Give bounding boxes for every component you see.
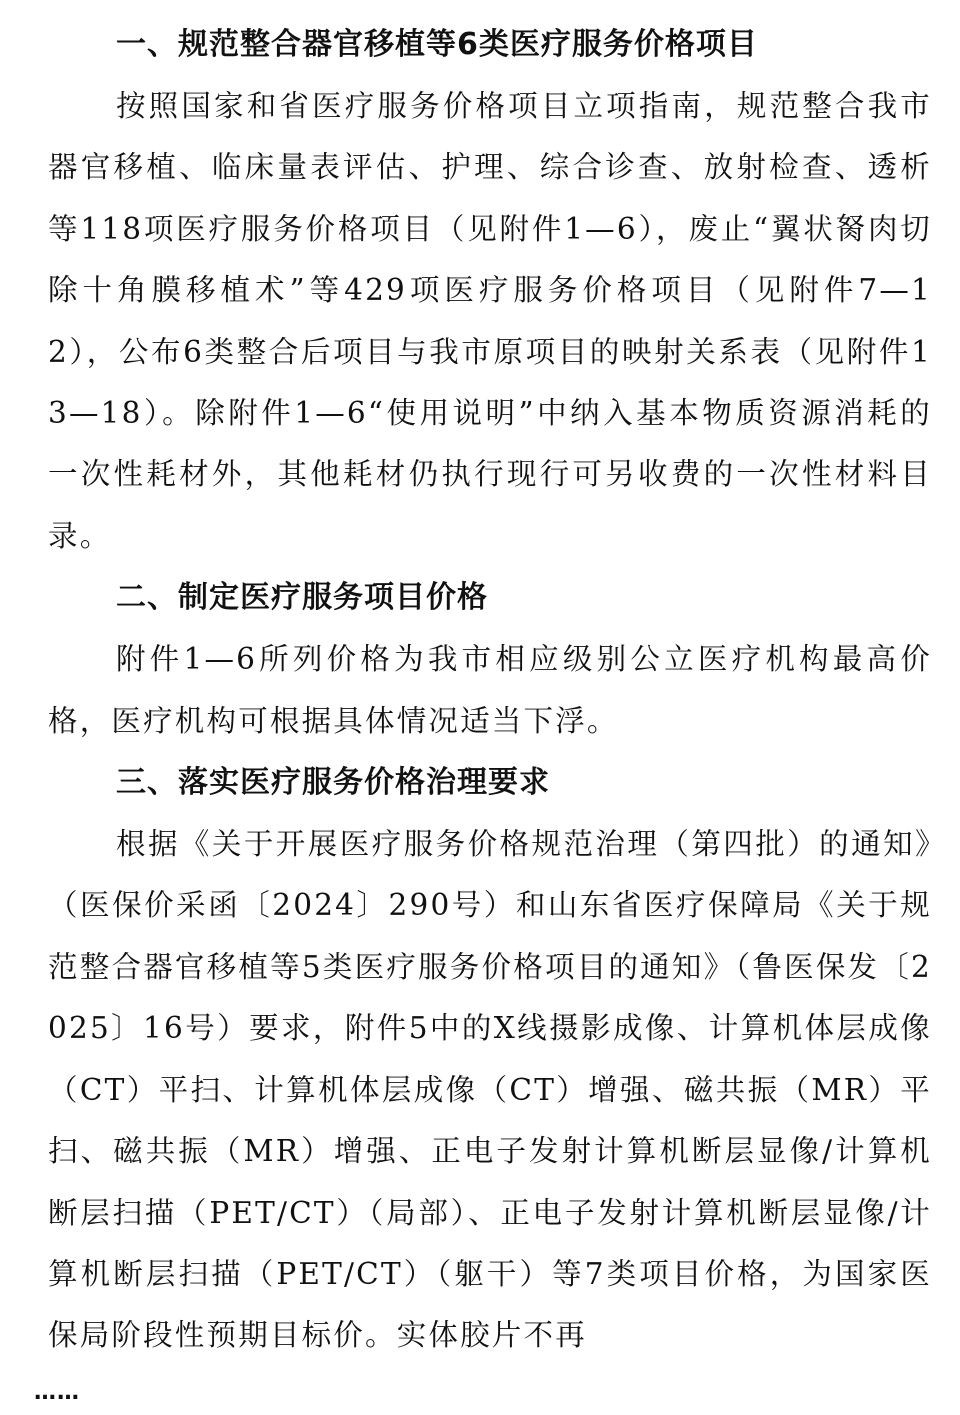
continuation-ellipsis: ……	[34, 1380, 80, 1405]
section-1-body: 按照国家和省医疗服务价格项目立项指南，规范整合我市器官移植、临床量表评估、护理、综合诊查、放射检查、透析等118项医疗服务价格项目（见附件1—6），废止“翼状胬肉切除十角膜移植术”等429项医疗服务价格项目（见附件7—12），公布6类整合后项目与我市原项目的映射关系表（见附件13—18）。除附件1—6“使用说明”中纳入基本物质资源消耗的一次性耗材外，其他耗材仍执行现行可另收费的一次性材料目录。	[48, 89, 932, 553]
section-2-body: 附件1—6所列价格为我市相应级别公立医疗机构最高价格，医疗机构可根据具体情况适当下浮。	[48, 642, 932, 738]
section-3-heading: 三、落实医疗服务价格治理要求	[116, 765, 550, 801]
section-2-heading: 二、制定医疗服务项目价格	[116, 580, 488, 616]
section-1-heading: 一、规范整合器官移植等6类医疗服务价格项目	[116, 27, 758, 62]
document-page	[48, 14, 932, 1367]
section-3-body: 根据《关于开展医疗服务价格规范治理（第四批）的通知》（医保价采函〔2024〕290号）和山东省医疗保障局《关于规范整合器官移植等5类医疗服务价格项目的通知》（鲁医保发〔2025〕16号）要求，附件5中的X线摄影成像、计算机体层成像（CT）平扫、计算机体层成像（CT）增强、磁共振（MR）平扫、磁共振（MR）增强、正电子发射计算机断层显像/计算机断层扫描（PET/CT）（局部）、正电子发射计算机断层显像/计算机断层扫描（PET/CT）（躯干）等7类项目价格，为国家医保局阶段性预期目标价。实体胶片不再	[48, 827, 932, 1353]
